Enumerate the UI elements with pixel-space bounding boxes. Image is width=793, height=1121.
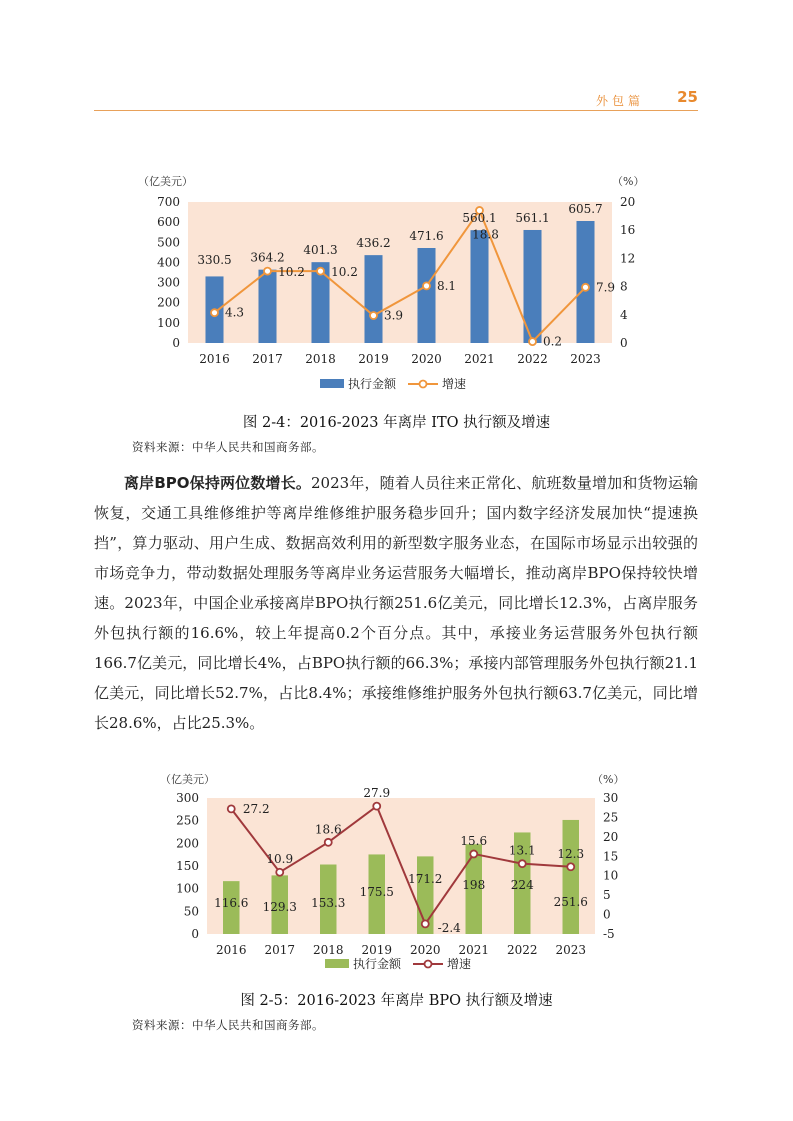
growth-point xyxy=(470,850,477,857)
y-right-unit: （%） xyxy=(592,773,625,786)
y-right-tick-label: 30 xyxy=(603,791,619,805)
page-number: 25 xyxy=(677,88,698,106)
growth-value-label: 10.2 xyxy=(278,265,305,280)
growth-value-label: 10.2 xyxy=(331,265,358,280)
y-left-tick-label: 100 xyxy=(176,881,199,896)
y-right-tick-label: 12 xyxy=(620,251,636,266)
bar-value-label: 251.6 xyxy=(553,895,588,909)
y-left-tick-label: 0 xyxy=(172,336,180,350)
growth-point xyxy=(211,309,218,316)
body-paragraph xyxy=(94,468,698,738)
y-left-tick-label: 300 xyxy=(176,791,199,805)
bar xyxy=(364,255,382,343)
growth-point xyxy=(519,860,526,867)
bar-value-label: 560.1 xyxy=(462,211,497,226)
page-header xyxy=(94,86,698,111)
bar-value-label: 224 xyxy=(510,878,534,892)
y-left-tick-label: 100 xyxy=(157,315,180,330)
bar-value-label: 129.3 xyxy=(262,900,297,914)
x-tick-label: 2020 xyxy=(411,352,442,366)
x-tick-label: 2017 xyxy=(252,352,283,366)
y-right-tick-label: 5 xyxy=(603,888,611,903)
bar-value-label: 401.3 xyxy=(303,243,338,258)
growth-point xyxy=(423,282,430,289)
y-right-tick-label: 0 xyxy=(620,336,628,350)
legend-label-amount: 执行金额 xyxy=(353,957,402,971)
x-tick-label: 2022 xyxy=(517,352,548,366)
growth-point xyxy=(529,338,536,345)
y-left-tick-label: 50 xyxy=(183,904,199,919)
bar-value-label: 471.6 xyxy=(409,229,444,244)
growth-value-label: 4.3 xyxy=(224,305,245,320)
growth-value-label: 7.9 xyxy=(595,280,616,295)
bar xyxy=(417,248,435,343)
bar xyxy=(563,820,579,934)
growth-value-label: 13.1 xyxy=(508,843,536,858)
bar-value-label: 605.7 xyxy=(568,201,603,216)
bar-value-label: 153.3 xyxy=(311,896,346,910)
x-tick-label: 2022 xyxy=(506,943,538,957)
growth-value-label: 18.6 xyxy=(314,822,342,837)
growth-value-label: 3.9 xyxy=(383,308,404,323)
growth-value-label: 18.8 xyxy=(472,227,499,242)
y-left-tick-label: 400 xyxy=(157,255,180,270)
legend-swatch-amount xyxy=(320,379,344,388)
y-left-tick-label: 150 xyxy=(176,859,199,873)
paragraph-lead: 离岸BPO保持两位数增长。 xyxy=(124,474,311,492)
growth-point xyxy=(228,805,235,812)
bar xyxy=(258,270,276,343)
growth-point xyxy=(317,268,324,275)
growth-value-label: 10.9 xyxy=(266,852,294,867)
x-tick-label: 2019 xyxy=(361,943,393,957)
y-left-tick-label: 250 xyxy=(176,813,199,828)
legend-swatch-amount xyxy=(325,959,349,968)
bar-value-label: 198 xyxy=(462,878,486,892)
growth-point xyxy=(370,312,377,319)
bar xyxy=(470,230,488,343)
y-right-tick-label: 10 xyxy=(603,868,619,883)
x-tick-label: 2021 xyxy=(458,943,490,957)
growth-point xyxy=(582,284,589,291)
bar-value-label: 364.2 xyxy=(250,250,285,265)
section-title: 外包篇 xyxy=(595,94,644,108)
y-left-tick-label: 200 xyxy=(157,295,180,310)
x-tick-label: 2019 xyxy=(358,352,389,366)
chart-bpo xyxy=(0,768,793,982)
paragraph-text: 2023年，随着人员往来正常化、航班数量增加和货物运输恢复，交通工具维修维护等离岸维修维护服务稳步回升；国内数字经济发展加快“提速换挡”，算力驱动、用户生成、数据高效利用的新型数字服务业态，在国际市场显示出较强的市场竞争力，带动数据处理服务等离岸业务运营服务大幅增长，推动离岸BPO保持较快增速。2023年，中国企业承接离岸BPO执行额251.6亿美元，同比增长12.3%，占离岸服务外包执行额的16.6%，较上年提高0.2个百分点。其中，承接业务运营服务外包执行额166.7亿美元，同比增长4%，占BPO执行额的66.3%；承接内部管理服务外包执行额21.1亿美元，同比增长52.7%，占比8.4%；承接维修维护服务外包执行额63.7亿美元，同比增长28.6%，占比25.3%。 xyxy=(94,474,698,732)
y-right-tick-label: 16 xyxy=(620,223,636,238)
y-right-tick-label: 15 xyxy=(603,849,619,864)
y-left-tick-label: 0 xyxy=(191,927,199,941)
y-left-unit: （亿美元） xyxy=(160,773,215,786)
growth-point xyxy=(373,803,380,810)
growth-point xyxy=(325,839,332,846)
x-tick-label: 2023 xyxy=(555,943,587,957)
bar-value-label: 171.2 xyxy=(408,872,443,886)
x-tick-label: 2020 xyxy=(409,943,441,957)
y-left-tick-label: 700 xyxy=(157,195,180,209)
growth-value-label: 15.6 xyxy=(460,833,488,848)
growth-value-label: 12.3 xyxy=(557,846,585,861)
growth-point xyxy=(276,869,283,876)
y-left-unit: （亿美元） xyxy=(138,175,193,188)
bar-value-label: 436.2 xyxy=(356,236,391,251)
growth-point xyxy=(567,863,574,870)
legend-label-amount: 执行金额 xyxy=(348,377,397,391)
bar-value-label: 116.6 xyxy=(214,896,249,910)
y-left-tick-label: 200 xyxy=(176,836,199,851)
growth-value-label: 27.9 xyxy=(363,786,391,801)
x-tick-label: 2018 xyxy=(305,352,336,366)
y-left-tick-label: 500 xyxy=(157,235,180,250)
y-right-tick-label: -5 xyxy=(603,927,615,941)
y-right-tick-label: 20 xyxy=(603,829,619,844)
x-tick-label: 2017 xyxy=(264,943,296,957)
y-right-tick-label: 8 xyxy=(620,279,628,294)
y-right-tick-label: 20 xyxy=(620,195,636,209)
bar xyxy=(576,221,594,343)
bar-value-label: 330.5 xyxy=(197,253,232,267)
growth-value-label: 27.2 xyxy=(242,801,270,816)
growth-value-label: 8.1 xyxy=(436,278,457,293)
figure-caption-ito: 图 2-4：2016-2023 年离岸 ITO 执行额及增速 xyxy=(242,415,551,431)
figure-caption-bpo: 图 2-5：2016-2023 年离岸 BPO 执行额及增速 xyxy=(240,993,553,1009)
y-right-unit: （%） xyxy=(612,175,645,188)
legend-label-growth: 增速 xyxy=(447,957,472,971)
growth-value-label: -2.4 xyxy=(437,920,461,935)
legend-marker-growth xyxy=(425,961,432,968)
y-right-tick-label: 0 xyxy=(603,907,611,922)
legend-label-growth: 增速 xyxy=(442,377,467,391)
x-tick-label: 2018 xyxy=(312,943,344,957)
figure-source-bpo: 资料来源：中华人民共和国商务部。 xyxy=(132,1018,324,1032)
chart-bpo-svg xyxy=(0,768,793,978)
growth-value-label: 0.2 xyxy=(542,334,563,349)
y-right-tick-label: 4 xyxy=(620,307,628,322)
x-tick-label: 2016 xyxy=(199,352,230,366)
y-left-tick-label: 600 xyxy=(157,215,180,230)
growth-point xyxy=(422,920,429,927)
y-left-tick-label: 300 xyxy=(157,275,180,290)
x-tick-label: 2023 xyxy=(570,352,601,366)
x-tick-label: 2021 xyxy=(464,352,495,366)
bar-value-label: 561.1 xyxy=(515,210,550,225)
chart-ito-svg xyxy=(0,170,793,400)
figure-source-ito: 资料来源：中华人民共和国商务部。 xyxy=(132,440,324,454)
bar-value-label: 175.5 xyxy=(359,885,394,899)
x-tick-label: 2016 xyxy=(215,943,247,957)
growth-point xyxy=(264,268,271,275)
legend-marker-growth xyxy=(420,381,427,388)
chart-ito xyxy=(0,170,793,404)
y-right-tick-label: 25 xyxy=(603,810,619,825)
